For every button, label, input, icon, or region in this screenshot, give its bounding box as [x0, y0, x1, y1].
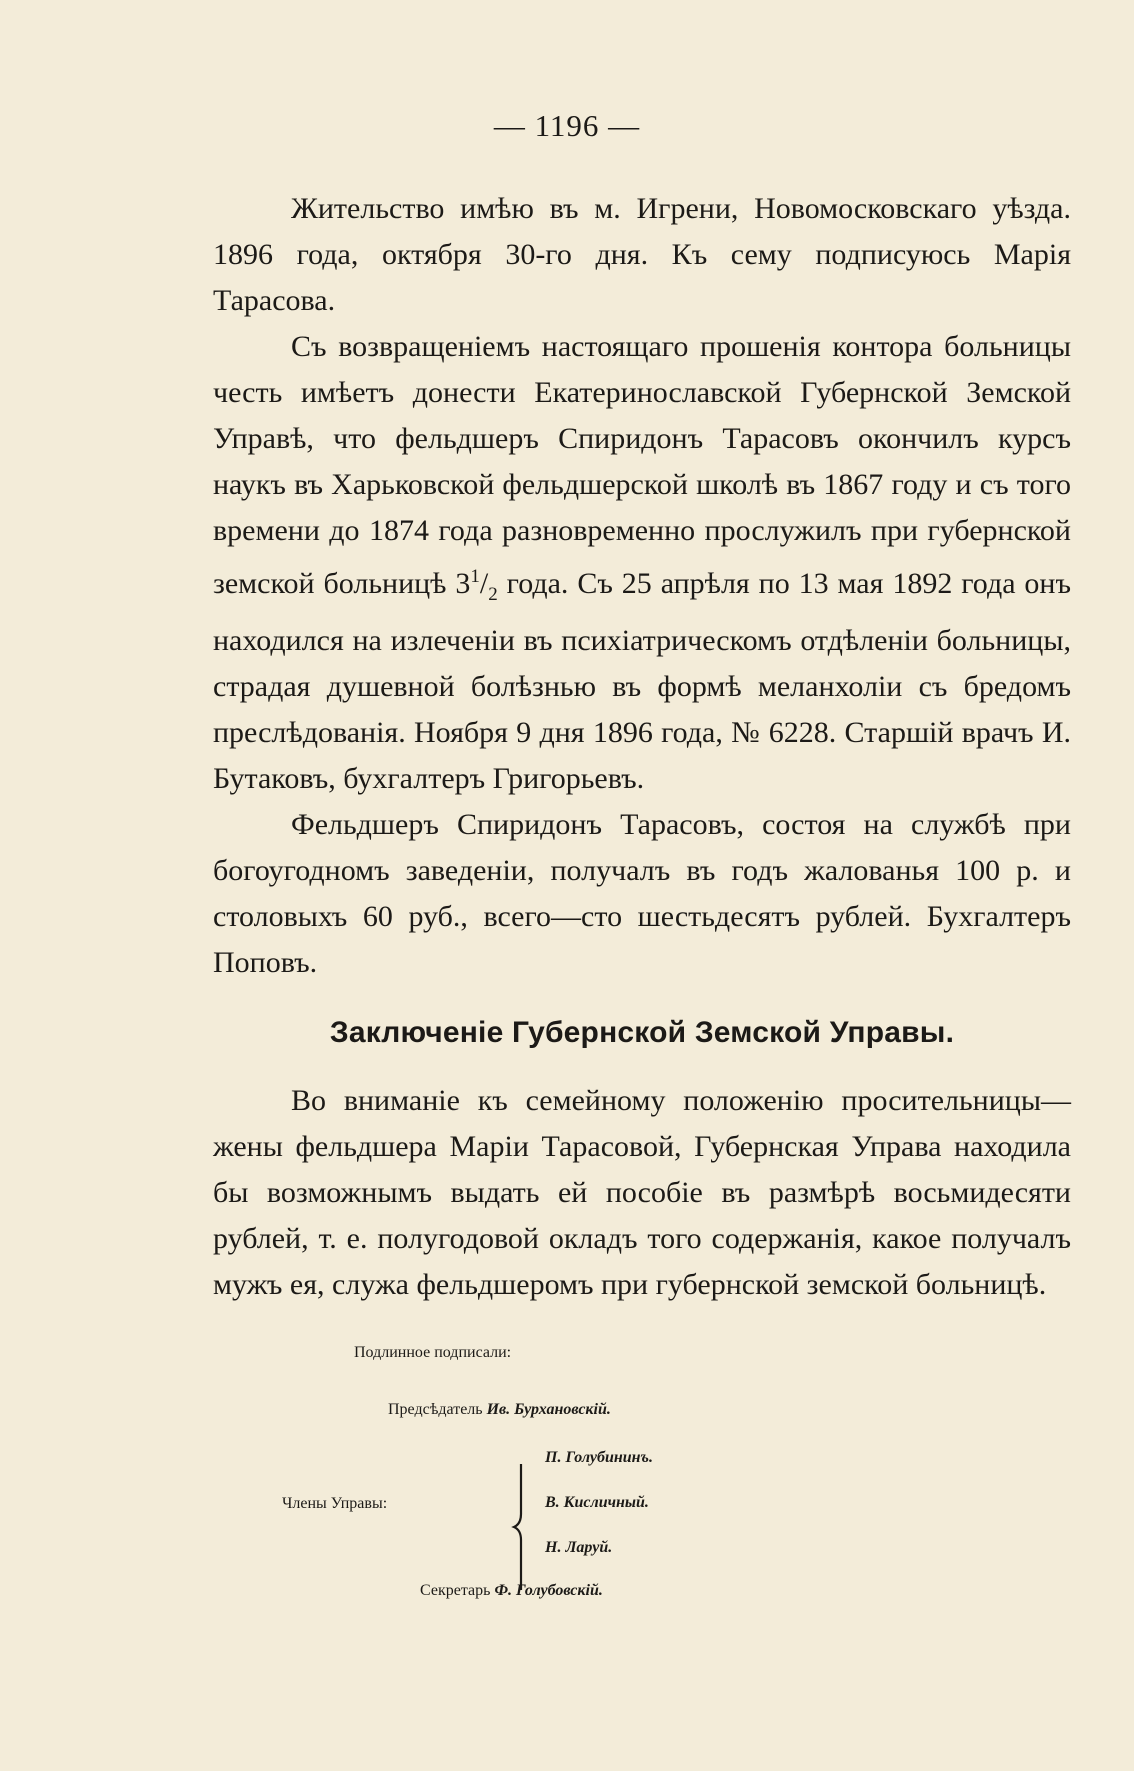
paragraph-conclusion: Во вниманіе къ семейному положенію просительницы—жены фельдшера Маріи Тарасовой, Губернская Управа находила бы возможнымъ выдать ей пособіе въ размѣрѣ восьмидесяти рублей, т. е. полугодовой окладъ того содержанія, какое получалъ мужъ ея, служа фельдшеромъ при губернской земской больницѣ. [213, 1084, 1071, 1301]
paragraph-hospital-report-part1: Съ возвращеніемъ настоящаго прошенія контора больницы честь имѣетъ донести Екатеринославской Губернской Земской Управѣ, что фельдшеръ Спиридонъ Тарасовъ окончилъ курсъ наукъ въ Харьковской фельдшерской школѣ въ 1867 году и съ того времени до 1874 года разновременно прослужилъ при губернской земской больницѣ 3 [213, 330, 1071, 600]
fraction-half: $^1/_2$ [470, 566, 498, 605]
member-name-1: П. Голубининъ. [545, 1449, 653, 1466]
chairman-line [388, 1401, 611, 1419]
secretary-name: Ф. Голубовскій. [494, 1582, 603, 1599]
chairman-name: Ив. Бурхановскій. [486, 1401, 611, 1418]
curly-brace [511, 1462, 525, 1592]
member-name-2: В. Кисличный. [545, 1494, 649, 1511]
fraction-numerator: 1 [470, 566, 480, 587]
members-label: Члены Управы: [282, 1495, 388, 1512]
fraction-denominator: 2 [488, 584, 498, 605]
secretary-title: Секретарь [420, 1582, 491, 1599]
paragraph-hospital-report-part2: года. Съ 25 апрѣля по 13 мая 1892 года онъ находился на излеченіи въ психіатрическомъ отдѣленіи больницы, страдая душевной болѣзнью въ формѣ меланхоліи съ бредомъ преслѣдованія. Ноября 9 дня 1896 года, № 6228. Старшій врачъ И. Бутаковъ, бухгалтеръ Григорьевъ. [213, 567, 1072, 795]
paragraph-hospital-report [213, 324, 1071, 802]
section-heading: Заключеніе Губернской Земской Управы. [329, 1016, 955, 1049]
document-body [213, 186, 1071, 1308]
member-name-3: Н. Ларуй. [545, 1539, 613, 1556]
secretary-line [420, 1582, 603, 1600]
chairman-title: Предсѣдатель [388, 1401, 483, 1418]
paragraph-salary: Фельдшеръ Спиридонъ Тарасовъ, состоя на службѣ при богоугодномъ заведеніи, получалъ въ годъ жалованья 100 р. и столовыхъ 60 руб., всего—сто шестьдесятъ рублей. Бухгалтеръ Поповъ. [213, 808, 1071, 979]
page-number: — 1196 — [493, 108, 641, 143]
paragraph-residence: Жительство имѣю въ м. Игрени, Новомосковскаго уѣзда. 1896 года, октября 30-го дня. Къ сему подписуюсь Марія Тарасова. [213, 192, 1071, 317]
signed-label: Подлинное подписали: [354, 1344, 512, 1361]
